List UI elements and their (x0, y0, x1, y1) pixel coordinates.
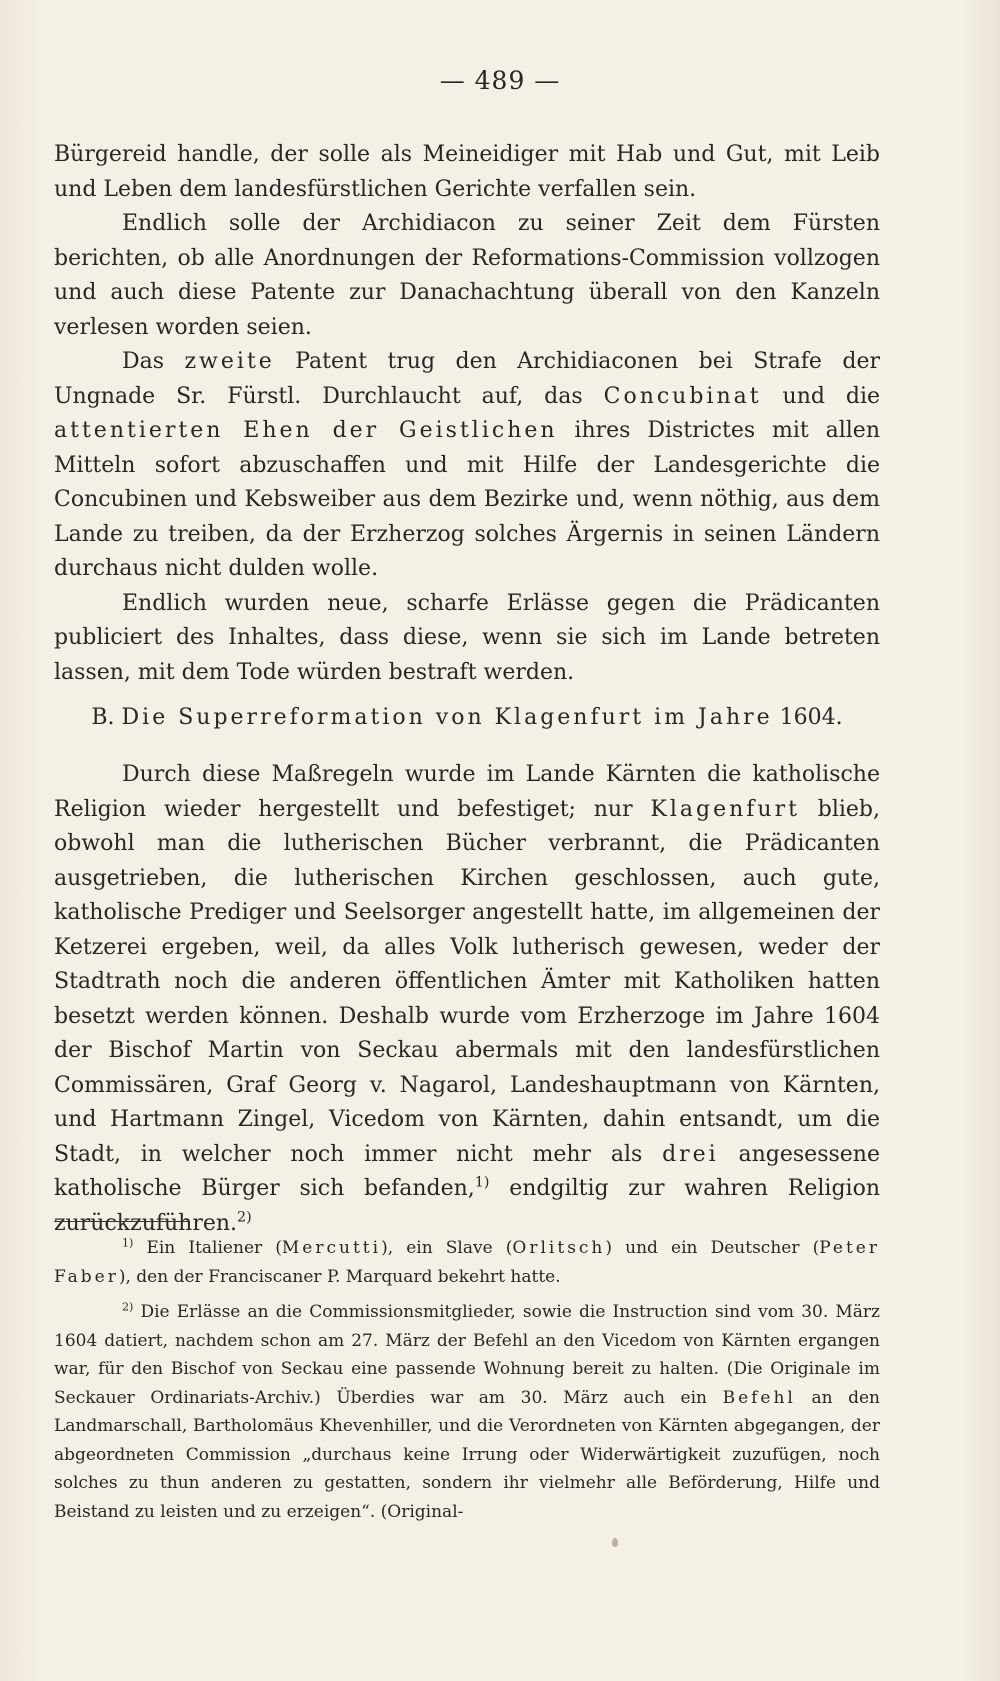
main-text-top (54, 138, 880, 690)
section-letter: B. (91, 705, 115, 730)
paragraph-praedicanten: Endlich wurden neue, scharfe Erlässe gegen die Prädicanten publiciert des Inhaltes, dass diese, wenn sie sich im Lande betreten lassen, mit dem Tode würden bestraft werden. (54, 590, 880, 685)
emphasized-phrase: attentierten Ehen der Geistlichen (54, 418, 558, 443)
text-run: angesessene katholische Bürger sich befanden, (54, 1141, 880, 1201)
text-run: und die (761, 383, 881, 409)
paragraph-continuation: Bürgereid handle, der solle als Meineidiger mit Hab und Gut, mit Leib und Leben dem landesfürstlichen Gerichte verfallen sein. (54, 142, 880, 202)
section-heading (54, 705, 880, 730)
footnote-ref-2: 2) (237, 1209, 252, 1226)
emphasized-word: Mercutti (281, 1238, 382, 1258)
footnote-1 (54, 1234, 880, 1291)
section-year: 1604. (779, 705, 843, 730)
text-run: ), ein Slave ( (381, 1238, 513, 1258)
emphasized-word: drei (662, 1141, 719, 1167)
text-run: endgiltig zur wahren Religion zurückzuführen. (54, 1176, 880, 1236)
footnote-divider (54, 1221, 190, 1222)
emphasized-word: Klagenfurt (650, 796, 800, 822)
paragraph-archidiacon: Endlich solle der Archidiacon zu seiner Zeit dem Fürsten berichten, ob alle Anordnungen der Reformations-Commission vollzogen und auch diese Patente zur Danachachtung überall von den Kanzeln verlesen worden seien. (54, 211, 880, 340)
text-run: Patent trug den Archidiaconen bei Strafe der Ungnade Sr. Fürstl. Durchlaucht auf, das (54, 349, 880, 409)
text-run: Durch diese Maßregeln wurde im Lande Kärnten die katholische Religion wieder hergestellt und befestiget; nur (54, 762, 880, 822)
section-title: Die Superreformation von Klagenfurt im Jahre (121, 705, 773, 730)
main-text-section (54, 758, 880, 1241)
emphasized-word: Befehl (722, 1387, 796, 1408)
paragraph-second-patent (54, 345, 880, 587)
footnote-2 (54, 1298, 880, 1526)
text-run: ihres Districtes mit allen Mitteln sofort abzuschaffen und mit Hilfe der Landesgerichte die Concubinen und Kebsweiber aus dem Bezirke und, wenn nöthig, aus dem Lande zu treiben, da der Erzherzog solches Ärgernis in seinen Ländern durchaus nicht dulden wolle. (54, 418, 880, 581)
footnote-marker: 2) (122, 1300, 134, 1314)
ink-spot (612, 1538, 618, 1547)
emphasized-word: Concubinat (603, 383, 762, 409)
paragraph-klagenfurt (54, 758, 880, 1241)
footnote-marker: 1) (122, 1236, 134, 1250)
text-run: Ein Italiener ( (133, 1238, 282, 1258)
text-run: Das (122, 349, 185, 374)
page-number: — 489 — (439, 66, 561, 95)
text-run: ) und ein Deutscher ( (605, 1238, 820, 1258)
footnotes (54, 1234, 880, 1533)
text-run: an den Landmarschall, Bartholomäus Khevenhiller, und die Verordneten von Kärnten abgegangen, der abgeordneten Commission „durchaus keine Irrung oder Widerwärtigkeit zuzufügen, noch solches zu thun anderen zu gestatten, sondern ihr vielmehr alle Beförderung, Hilfe und Beistand zu leisten und zu erzeigen“. (Original- (54, 1387, 880, 1522)
emphasized-word: Peter Faber (54, 1238, 880, 1287)
footnote-ref-1: 1) (474, 1174, 490, 1191)
text-run: blieb, obwohl man die lutherischen Bücher verbrannt, die Prädicanten ausgetrieben, die lutherischen Kirchen geschlossen, auch gute, katholische Prediger und Seelsorger angestellt hatte, im allgemeinen der Ketzerei ergeben, weil, da alles Volk lutherisch gewesen, weder der Stadtrath noch die anderen öffentlichen Ämter mit Katholiken hatten besetzt werden können. Deshalb wurde vom Erzherzoge im Jahre 1604 der Bischof Martin von Seckau abermals mit den landesfürstlichen Commissären, Graf Georg v. Nagarol, Landeshauptmann von Kärnten, und Hartmann Zingel, Vicedom von Kärnten, dahin entsandt, um die Stadt, in welcher noch immer nicht mehr als (54, 796, 881, 1167)
emphasized-word: Orlitsch (512, 1238, 606, 1258)
text-run: Die Erlässe an die Commissionsmitglieder, sowie die Instruction sind vom 30. März 1604 datiert, nachdem schon am 27. März der Befehl an den Vicedom von Kärnten ergangen war, für den Bischof von Seckau eine passende Wohnung bereit zu halten. (Die Originale im Seckauer Ordinariats-Archiv.) Überdies war am 30. März auch ein (54, 1302, 880, 1408)
emphasized-word: zweite (184, 349, 275, 374)
text-run: ), den der Franciscaner P. Marquard bekehrt hatte. (118, 1266, 561, 1287)
